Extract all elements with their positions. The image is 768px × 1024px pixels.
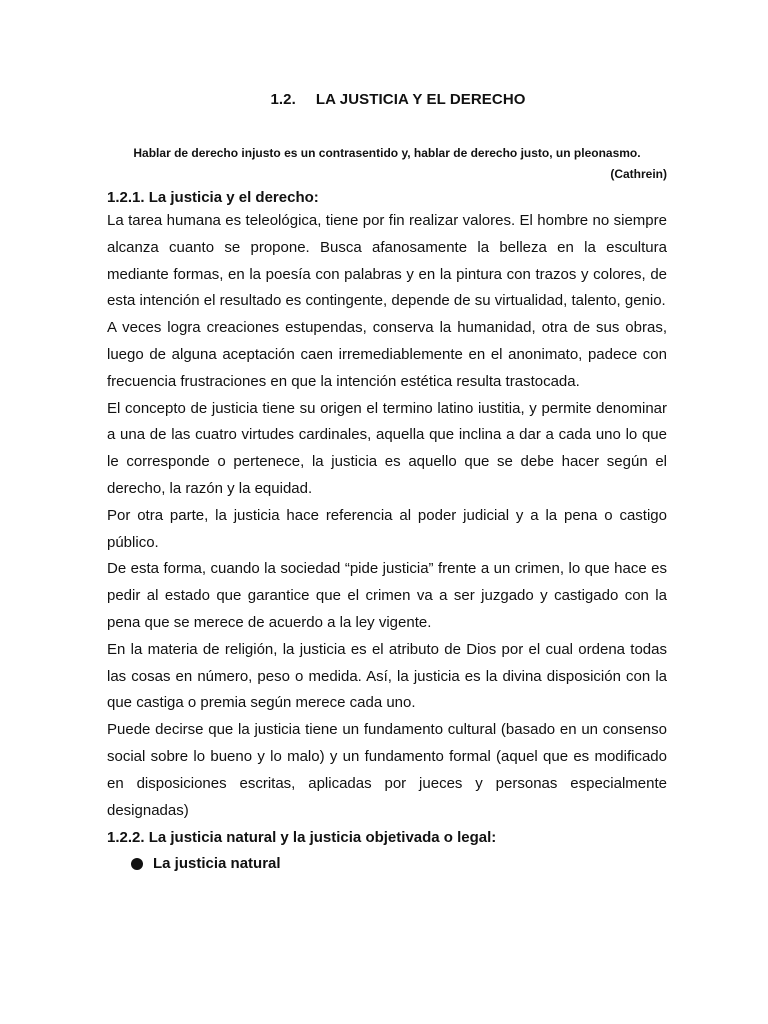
bullet-label: La justicia natural [153,855,281,873]
paragraph: El concepto de justicia tiene su origen el termino latino iustitia, y permite denominar a una de las cuatro virtudes cardinales, aquella que inclina a dar a cada uno lo que le corresponde o pertenece, la justicia es aquello que se debe hacer según el derecho, la razón y la equidad. [107,399,667,497]
chapter-title-text: LA JUSTICIA Y EL DERECHO [315,91,526,108]
section-heading: 1.2.1. La justicia y el derecho: [107,189,319,206]
bullet-list-item [131,851,667,877]
paragraph: De esta forma, cuando la sociedad “pide justicia” frente a un crimen, lo que hace es pedir al estado que garantice que el crimen va a ser juzgado y castigado con la pena que se merece de acuerdo a la ley vigente. [107,560,667,631]
epigraph-quote: Hablar de derecho injusto es un contrasentido y, hablar de derecho justo, un pleonasmo. [133,146,641,160]
epigraph-author: (Cathrein) [610,167,667,181]
paragraph: En la materia de religión, la justicia es el atributo de Dios por el cual ordena todas las cosas en número, peso o medida. Así, la justicia es la divina disposición con la que castiga o premia según merece cada uno. [107,640,667,712]
paragraph: A veces logra creaciones estupendas, conserva la humanidad, otra de sus obras, luego de alguna aceptación caen irremediablemente en el anonimato, padece con frecuencia frustraciones en que la intención estética resulta trastocada. [107,319,667,390]
bullet-icon [131,858,143,870]
document-body [107,188,667,877]
chapter-title [0,91,768,108]
subsection-heading: 1.2.2. La justicia natural y la justicia objetivada o legal: [107,829,497,847]
paragraph: Por otra parte, la justicia hace referencia al poder judicial y a la pena o castigo público. [107,506,667,551]
paragraph: La tarea humana es teleológica, tiene por fin realizar valores. El hombre no siempre alcanza cuanto se propone. Busca afanosamente la belleza en la escultura mediante formas, en la poesía con palabras y en la pintura con trazos y colores, de esta intención el resultado es contingente, depende de su virtualidad, talento, genio. [107,212,667,310]
paragraph: Puede decirse que la justicia tiene un fundamento cultural (basado en un consenso social sobre lo bueno y lo malo) y un fundamento formal (aquel que es modificado en disposiciones escritas, aplicadas por jueces y personas especialmente designadas) [107,721,667,819]
chapter-number: 1.2. [270,91,296,108]
epigraph [107,145,667,182]
